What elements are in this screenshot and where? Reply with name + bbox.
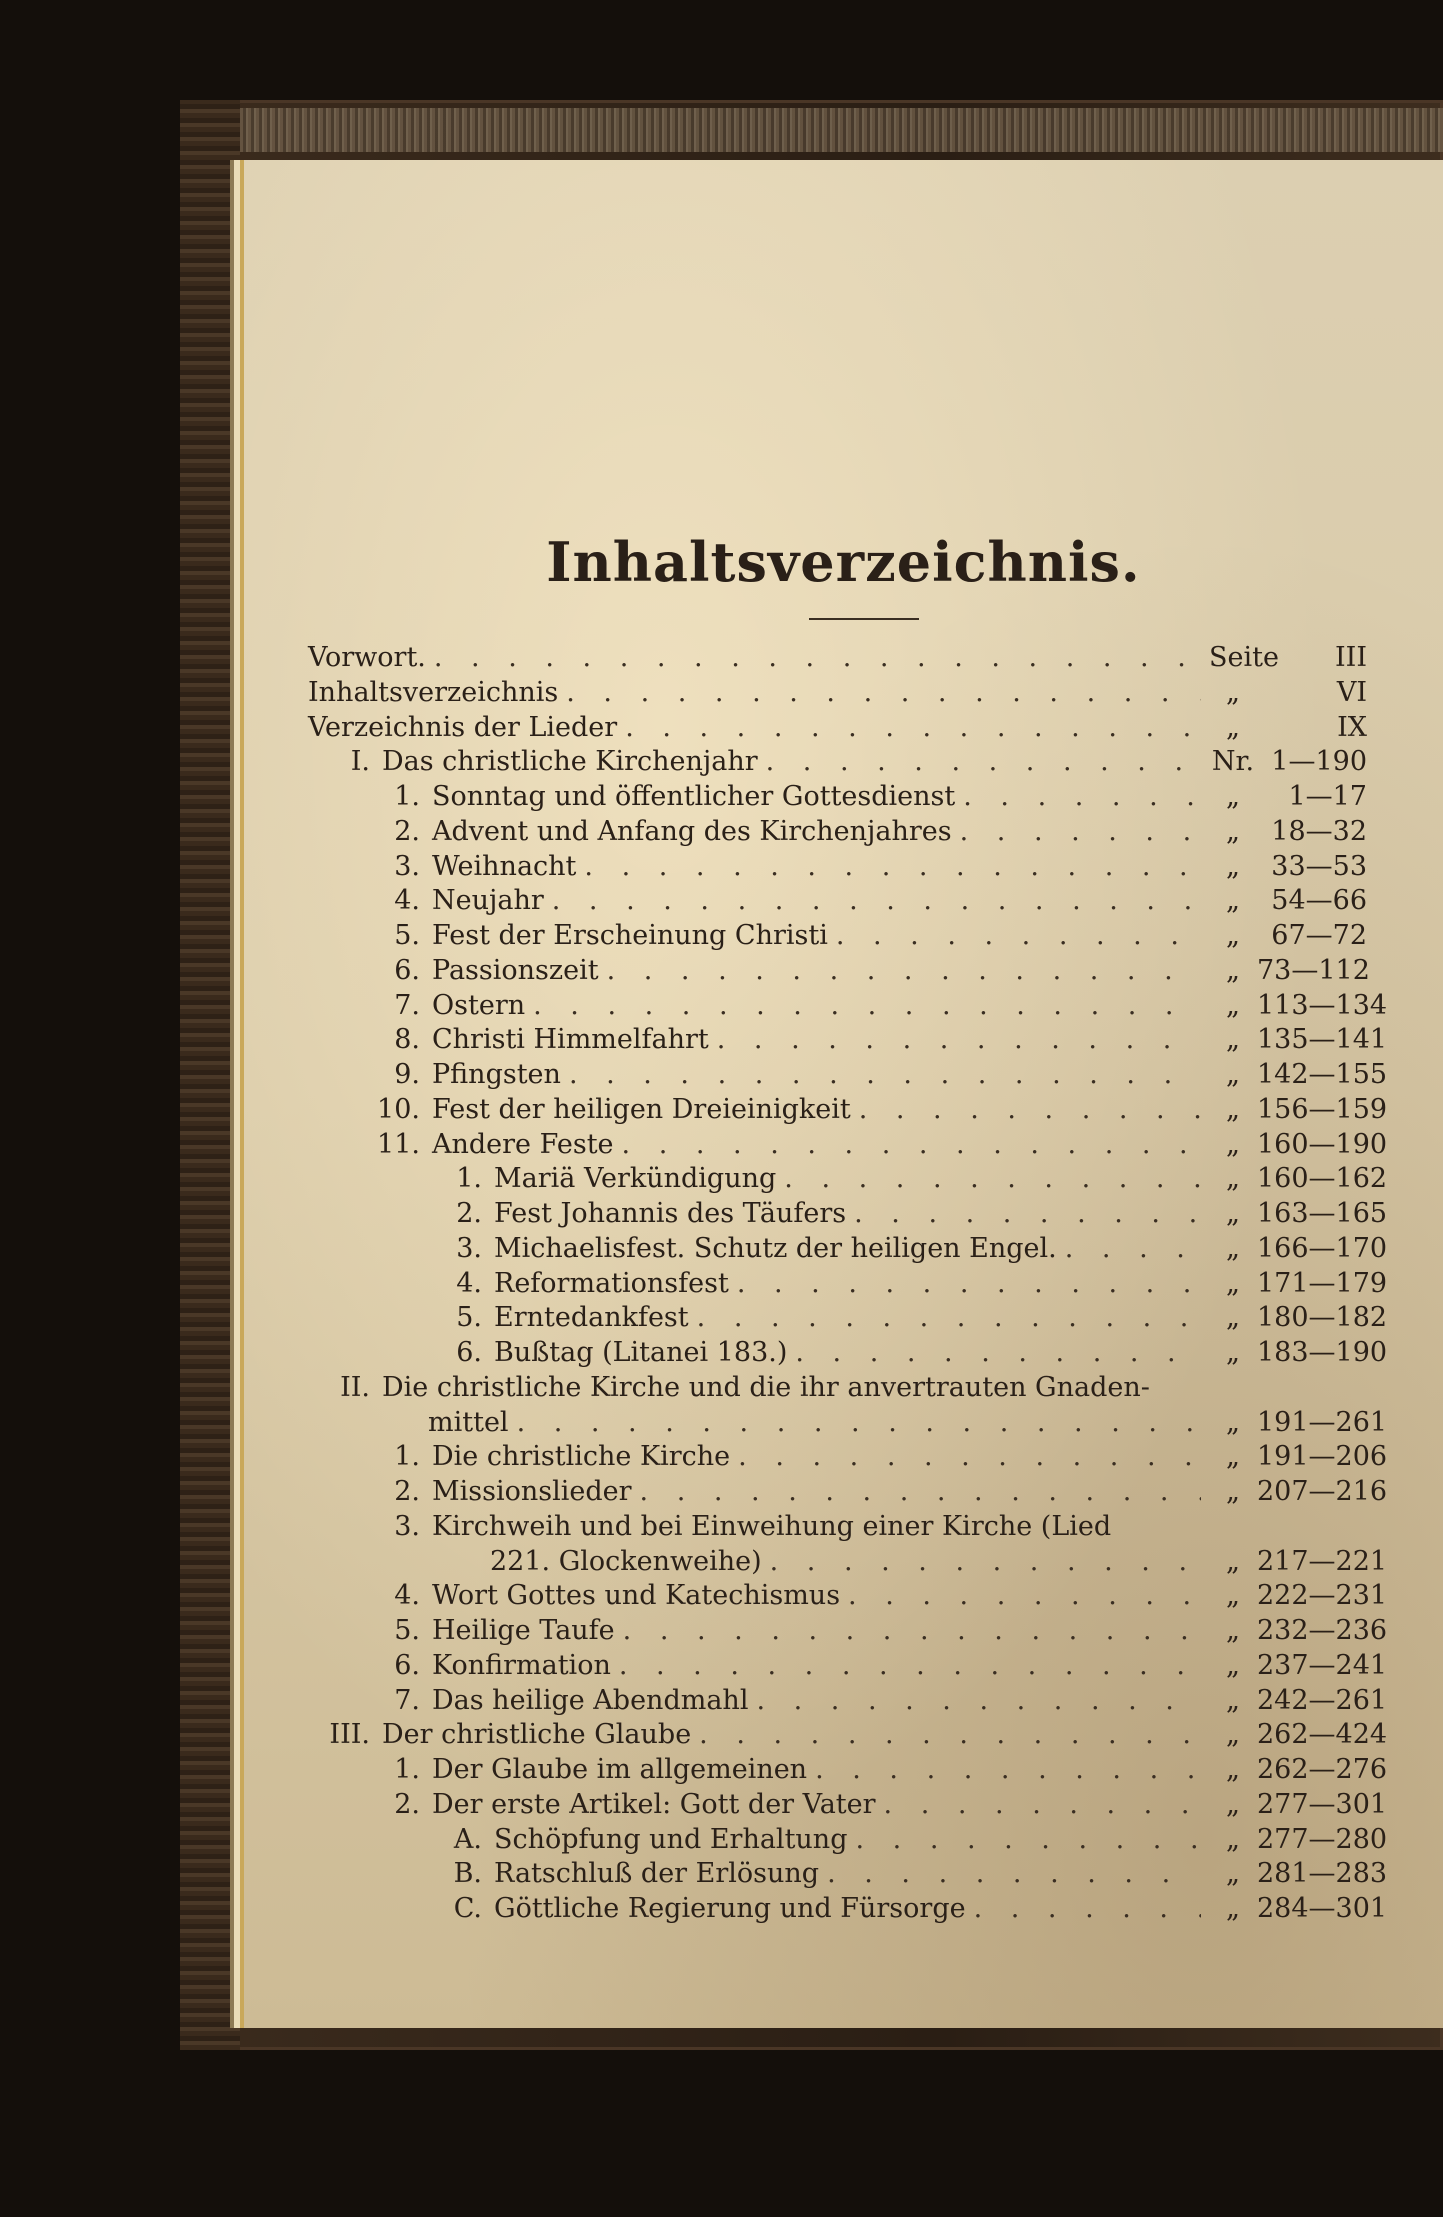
entry-number: 4. [394, 885, 420, 917]
entry-number: 3. [394, 850, 420, 882]
entry-title: Konfirmation [432, 1649, 611, 1681]
entry-title: Fest der Erscheinung Christi [432, 920, 828, 951]
leader-dots [533, 990, 1201, 1021]
entry-number: 1. [394, 1441, 420, 1473]
entry-label: „ [1226, 815, 1240, 847]
entry-label: „ [1226, 885, 1240, 917]
entry-number: 2. [394, 1788, 420, 1820]
entry-number: 6. [394, 1649, 420, 1681]
entry-label: „ [1226, 1754, 1240, 1785]
toc-entry [376, 1024, 1388, 1058]
entry-number: II. [340, 1371, 370, 1403]
entry-title: mittel [428, 1406, 509, 1438]
leader-dots [738, 1441, 1201, 1472]
toc-entry [376, 1788, 1388, 1823]
entry-number: 5. [394, 920, 420, 951]
toc-entry [376, 1511, 1367, 1545]
entry-number: 2. [456, 1198, 482, 1229]
entry-range: 54—66 [1271, 885, 1367, 917]
entry-range: IX [1337, 711, 1367, 743]
leader-dots [623, 1615, 1201, 1646]
toc-entry [428, 1406, 1388, 1441]
toc-entry [438, 1858, 1388, 1892]
toc-entry [308, 677, 1367, 711]
entry-label: „ [1226, 1788, 1240, 1820]
leader-dots [697, 1302, 1201, 1333]
entry-range: 163—165 [1257, 1198, 1388, 1229]
leader-dots [770, 1546, 1201, 1577]
entry-range: 191—261 [1257, 1406, 1388, 1438]
entry-label: „ [1226, 1232, 1240, 1264]
entry-title: Michaelisfest. Schutz der heiligen Engel. [494, 1232, 1057, 1264]
cover-edge [200, 108, 1443, 152]
entry-range: 135—141 [1257, 1024, 1388, 1056]
entry-range: 207—216 [1257, 1476, 1388, 1507]
entry-label: „ [1226, 1128, 1240, 1160]
entry-title: Andere Feste [432, 1128, 614, 1160]
toc-entry [438, 1198, 1388, 1232]
entry-number: 4. [456, 1267, 482, 1299]
entry-number: III. [329, 1719, 370, 1751]
leader-dots [855, 1824, 1201, 1855]
leader-dots [434, 642, 1201, 673]
entry-range: VI [1336, 676, 1367, 708]
toc-entry [308, 712, 1367, 746]
entry-title: Passionszeit [432, 954, 599, 986]
entry-number: 2. [394, 815, 420, 847]
entry-number: 5. [394, 1615, 420, 1646]
leader-dots [784, 1163, 1201, 1194]
toc-entry [376, 1128, 1388, 1163]
leader-dots [766, 746, 1201, 777]
entry-title: Reformationsfest [494, 1267, 729, 1299]
entry-range: 73—112 [1257, 954, 1370, 986]
toc-entry [438, 1823, 1388, 1858]
entry-label: „ [1226, 1858, 1240, 1890]
leader-dots [737, 1268, 1201, 1299]
entry-title: Missionslieder [432, 1476, 632, 1507]
toc-entry [376, 816, 1367, 850]
leader-dots [622, 1129, 1201, 1160]
entry-label: „ [1226, 1302, 1240, 1334]
entry-number: 9. [394, 1059, 420, 1090]
entry-range: 1—190 [1271, 746, 1367, 778]
entry-number: 4. [394, 1580, 420, 1612]
leader-dots [859, 1094, 1201, 1125]
entry-range: 284—301 [1257, 1893, 1388, 1924]
leader-dots [974, 1893, 1201, 1924]
entry-range: 180—182 [1257, 1302, 1388, 1334]
entry-title: Inhaltsverzeichnis [308, 676, 559, 708]
entry-title: 221. Glockenweihe) [490, 1545, 762, 1577]
entry-label: „ [1226, 1580, 1240, 1612]
leader-dots [640, 1476, 1201, 1507]
entry-label: „ [1226, 1823, 1240, 1855]
entry-range: 237—241 [1257, 1649, 1388, 1681]
entry-label: „ [1226, 1267, 1240, 1299]
entry-number: 1. [394, 781, 420, 812]
leader-dots [607, 955, 1201, 986]
leader-dots [517, 1407, 1201, 1438]
entry-title: Fest Johannis des Täufers [494, 1198, 847, 1229]
entry-label: „ [1226, 1198, 1240, 1229]
entry-title: Das christliche Kirchenjahr [382, 746, 758, 778]
toc-entry [438, 1337, 1388, 1371]
toc-entry [376, 1649, 1388, 1684]
entry-title: Schöpfung und Erhaltung [494, 1823, 848, 1855]
toc-entry [490, 1545, 1388, 1580]
toc-entry [326, 746, 1367, 780]
entry-label: Nr. [1211, 746, 1255, 778]
entry-title: Kirchweih und bei Einweihung einer Kirche (Lied [432, 1510, 1112, 1542]
toc-entry [438, 1232, 1388, 1267]
page-title: Inhaltsverzeichnis. [546, 530, 1141, 594]
entry-range: 160—162 [1257, 1163, 1388, 1195]
entry-label: „ [1226, 850, 1240, 882]
entry-range: 183—190 [1257, 1337, 1388, 1368]
entry-label: „ [1226, 1337, 1240, 1368]
entry-number: 11. [377, 1128, 420, 1160]
entry-title: Der erste Artikel: Gott der Vater [432, 1788, 876, 1820]
entry-range: 191—206 [1257, 1441, 1388, 1473]
entry-range: 33—53 [1271, 850, 1367, 882]
toc-entry [438, 1267, 1388, 1302]
leader-dots [584, 851, 1201, 882]
entry-label: „ [1226, 989, 1240, 1021]
toc-entry [376, 954, 1370, 989]
toc-entry [308, 642, 1367, 676]
toc-entry [376, 1684, 1388, 1719]
entry-title: Ostern [432, 989, 526, 1021]
toc-entry [376, 1580, 1388, 1614]
toc-entry [438, 1163, 1388, 1197]
leader-dots [717, 1024, 1201, 1055]
toc-entry [376, 1754, 1388, 1788]
leader-dots [836, 920, 1201, 951]
entry-title: Advent und Anfang des Kirchenjahres [432, 815, 952, 847]
entry-label: „ [1226, 1684, 1240, 1716]
leader-dots [625, 712, 1201, 743]
entry-number: A. [453, 1823, 482, 1855]
entry-label: „ [1226, 1615, 1240, 1646]
entry-range: 217—221 [1257, 1545, 1388, 1577]
leader-dots [699, 1719, 1201, 1750]
leader-dots [1065, 1233, 1201, 1264]
entry-label: „ [1226, 1545, 1240, 1577]
entry-label: „ [1226, 676, 1240, 708]
entry-label: Seite [1209, 642, 1279, 673]
entry-range: 232—236 [1257, 1615, 1388, 1646]
entry-title: Wort Gottes und Katechismus [432, 1580, 841, 1612]
entry-range: 281—283 [1257, 1858, 1388, 1890]
entry-range: 262—276 [1257, 1754, 1388, 1785]
entry-title: Vorwort. [308, 642, 426, 673]
leader-dots [963, 781, 1201, 812]
entry-number: 10. [377, 1093, 420, 1125]
toc-entry [376, 1441, 1388, 1475]
entry-number: 1. [394, 1754, 420, 1785]
entry-number: B. [453, 1858, 482, 1890]
entry-label: „ [1226, 1163, 1240, 1195]
entry-title: Neujahr [432, 885, 544, 917]
entry-label: „ [1226, 1093, 1240, 1125]
toc-entry [376, 920, 1367, 954]
entry-title: Der Glaube im allgemeinen [432, 1754, 808, 1785]
entry-range: 156—159 [1257, 1093, 1388, 1125]
book-page [244, 160, 1443, 2028]
entry-range: 222—231 [1257, 1580, 1388, 1612]
entry-label: „ [1226, 954, 1240, 986]
toc-entry [376, 1093, 1388, 1128]
leader-dots [566, 677, 1201, 708]
entry-title: Ratschluß der Erlösung [494, 1858, 820, 1890]
toc-entry [376, 1059, 1388, 1093]
entry-number: 5. [456, 1302, 482, 1334]
book-spine [180, 100, 240, 2050]
entry-title: Die christliche Kirche und die ihr anvertrauten Gnaden- [382, 1371, 1150, 1403]
entry-label: „ [1226, 920, 1240, 951]
entry-number: I. [350, 746, 370, 778]
entry-number: 7. [394, 989, 420, 1021]
entry-label: „ [1226, 1441, 1240, 1473]
entry-title: Fest der heiligen Dreieinigkeit [432, 1093, 851, 1125]
entry-title: Das heilige Abendmahl [432, 1684, 749, 1716]
leader-dots [756, 1685, 1201, 1716]
leader-dots [552, 885, 1201, 916]
entry-number: 6. [456, 1337, 482, 1368]
toc-entry [326, 1719, 1388, 1753]
toc-entry [376, 885, 1367, 919]
leader-dots [854, 1198, 1201, 1229]
entry-title: Weihnacht [432, 850, 577, 882]
entry-label: „ [1226, 1024, 1240, 1056]
entry-number: 3. [394, 1510, 420, 1542]
toc-entry [376, 1615, 1388, 1649]
toc-entry [438, 1893, 1388, 1927]
entry-range: 171—179 [1257, 1267, 1388, 1299]
toc-entry [376, 989, 1388, 1024]
entry-range: 113—134 [1257, 989, 1388, 1021]
leader-dots [569, 1059, 1201, 1090]
entry-range: 142—155 [1257, 1059, 1388, 1090]
entry-range: 277—280 [1257, 1823, 1388, 1855]
entry-range: 242—261 [1257, 1684, 1388, 1716]
entry-label: „ [1226, 711, 1240, 743]
entry-range: III [1335, 642, 1367, 673]
entry-number: C. [453, 1893, 482, 1924]
toc-entry [376, 1476, 1388, 1510]
table-of-contents [244, 160, 1443, 2028]
entry-range: 67—72 [1271, 920, 1367, 951]
entry-title: Sonntag und öffentlicher Gottesdienst [432, 781, 956, 812]
leader-dots [884, 1789, 1201, 1820]
entry-number: 6. [394, 954, 420, 986]
leader-dots [960, 816, 1201, 847]
entry-title: Heilige Taufe [432, 1615, 615, 1646]
leader-dots [827, 1858, 1201, 1889]
entry-title: Erntedankfest [494, 1302, 689, 1334]
leader-dots [848, 1580, 1201, 1611]
entry-title: Die christliche Kirche [432, 1441, 731, 1473]
entry-range: 18—32 [1271, 815, 1367, 847]
entry-title: Pfingsten [432, 1059, 561, 1090]
entry-range: 262—424 [1257, 1719, 1388, 1751]
entry-range: 166—170 [1257, 1232, 1388, 1264]
entry-range: 160—190 [1257, 1128, 1388, 1160]
toc-entry [376, 781, 1367, 815]
entry-number: 8. [394, 1024, 420, 1056]
leader-dots [619, 1650, 1201, 1681]
entry-number: 1. [456, 1163, 482, 1195]
entry-range: 277—301 [1257, 1788, 1388, 1820]
entry-title: Christi Himmelfahrt [432, 1024, 709, 1056]
entry-label: „ [1226, 1059, 1240, 1090]
entry-number: 2. [394, 1476, 420, 1507]
leader-dots [795, 1337, 1201, 1368]
entry-number: 3. [456, 1232, 482, 1264]
entry-label: „ [1226, 781, 1240, 812]
entry-title: Verzeichnis der Lieder [308, 711, 618, 743]
entry-title: Mariä Verkündigung [494, 1163, 777, 1195]
entry-range: 1—17 [1288, 781, 1367, 812]
toc-entry [438, 1302, 1388, 1336]
entry-title: Der christliche Glaube [382, 1719, 692, 1751]
entry-title: Göttliche Regierung und Fürsorge [494, 1893, 966, 1924]
entry-label: „ [1226, 1406, 1240, 1438]
toc-entry [326, 1372, 1367, 1406]
leader-dots [815, 1754, 1201, 1785]
toc-entry [376, 851, 1367, 885]
entry-label: „ [1226, 1893, 1240, 1924]
entry-number: 7. [394, 1684, 420, 1716]
entry-label: „ [1226, 1719, 1240, 1751]
entry-label: „ [1226, 1649, 1240, 1681]
entry-title: Bußtag (Litanei 183.) [494, 1337, 788, 1368]
entry-label: „ [1226, 1476, 1240, 1507]
